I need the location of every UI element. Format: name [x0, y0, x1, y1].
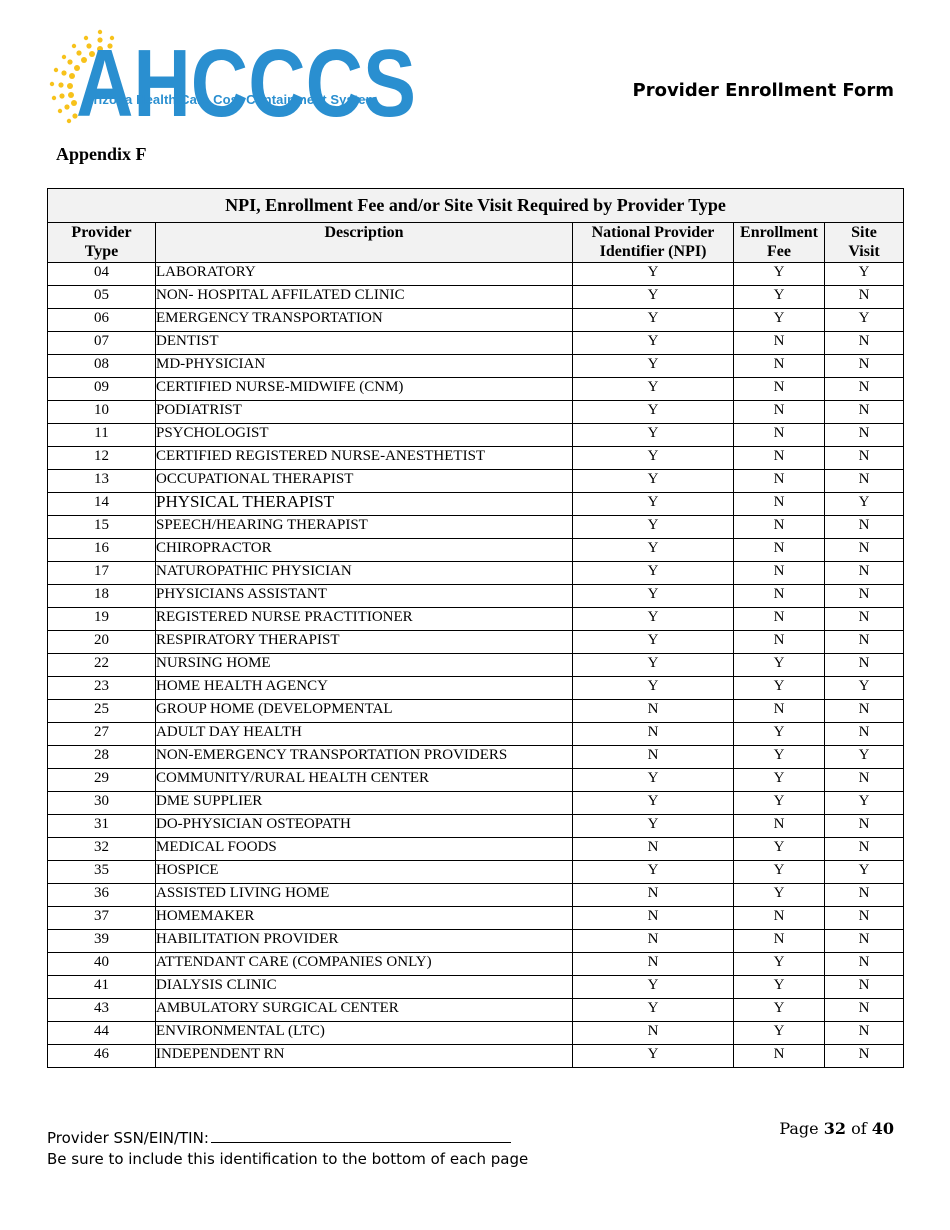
provider-type-cell: 07	[48, 332, 156, 355]
enrollment-fee-cell: N	[734, 562, 825, 585]
table-row	[48, 1022, 904, 1045]
site-visit-cell: N	[825, 447, 904, 470]
provider-type-cell: 10	[48, 401, 156, 424]
table-row	[48, 1045, 904, 1068]
description-cell: NURSING HOME	[156, 654, 573, 677]
provider-type-cell: 46	[48, 1045, 156, 1068]
provider-type-cell: 08	[48, 355, 156, 378]
provider-type-cell: 19	[48, 608, 156, 631]
description-cell: DO-PHYSICIAN OSTEOPATH	[156, 815, 573, 838]
table-row	[48, 286, 904, 309]
enrollment-fee-cell: N	[734, 516, 825, 539]
description-cell: GROUP HOME (DEVELOPMENTAL	[156, 700, 573, 723]
provider-type-cell: 04	[48, 263, 156, 286]
npi-cell: Y	[573, 309, 734, 332]
description-cell: HOMEMAKER	[156, 907, 573, 930]
npi-cell: Y	[573, 1045, 734, 1068]
column-header-enrollment-fee: Enrollment Fee	[734, 223, 825, 263]
table-row	[48, 378, 904, 401]
provider-type-cell: 36	[48, 884, 156, 907]
site-visit-cell: N	[825, 907, 904, 930]
npi-cell: N	[573, 884, 734, 907]
provider-type-cell: 35	[48, 861, 156, 884]
npi-cell: Y	[573, 286, 734, 309]
table-row	[48, 976, 904, 999]
table-row	[48, 309, 904, 332]
enrollment-fee-cell: N	[734, 815, 825, 838]
provider-type-cell: 25	[48, 700, 156, 723]
site-visit-cell: Y	[825, 309, 904, 332]
site-visit-cell: N	[825, 401, 904, 424]
provider-type-cell: 16	[48, 539, 156, 562]
enrollment-fee-cell: Y	[734, 677, 825, 700]
provider-type-cell: 41	[48, 976, 156, 999]
description-cell: OCCUPATIONAL THERAPIST	[156, 470, 573, 493]
description-cell: AMBULATORY SURGICAL CENTER	[156, 999, 573, 1022]
provider-type-cell: 31	[48, 815, 156, 838]
npi-cell: Y	[573, 585, 734, 608]
site-visit-cell: N	[825, 723, 904, 746]
enrollment-fee-cell: Y	[734, 263, 825, 286]
description-cell: NON- HOSPITAL AFFILATED CLINIC	[156, 286, 573, 309]
description-cell: MD-PHYSICIAN	[156, 355, 573, 378]
ahcccs-logo	[42, 28, 422, 140]
table-row	[48, 838, 904, 861]
site-visit-cell: N	[825, 470, 904, 493]
description-cell: COMMUNITY/RURAL HEALTH CENTER	[156, 769, 573, 792]
enrollment-fee-cell: N	[734, 424, 825, 447]
enrollment-fee-cell: Y	[734, 654, 825, 677]
table-row	[48, 608, 904, 631]
site-visit-cell: Y	[825, 861, 904, 884]
npi-cell: Y	[573, 631, 734, 654]
npi-cell: Y	[573, 769, 734, 792]
table-row	[48, 562, 904, 585]
table-row	[48, 470, 904, 493]
enrollment-fee-cell: N	[734, 355, 825, 378]
description-cell: DIALYSIS CLINIC	[156, 976, 573, 999]
enrollment-fee-cell: N	[734, 608, 825, 631]
table-caption: NPI, Enrollment Fee and/or Site Visit Required by Provider Type	[48, 189, 904, 223]
sunburst-icon	[42, 28, 422, 140]
column-header-site-visit: Site Visit	[825, 223, 904, 263]
provider-type-cell: 06	[48, 309, 156, 332]
table-row	[48, 953, 904, 976]
enrollment-fee-cell: N	[734, 470, 825, 493]
table-row	[48, 654, 904, 677]
enrollment-fee-cell: Y	[734, 723, 825, 746]
npi-cell: Y	[573, 677, 734, 700]
npi-cell: Y	[573, 401, 734, 424]
npi-cell: Y	[573, 539, 734, 562]
npi-cell: Y	[573, 861, 734, 884]
table-row	[48, 263, 904, 286]
site-visit-cell: N	[825, 700, 904, 723]
npi-cell: N	[573, 700, 734, 723]
description-cell: HOME HEALTH AGENCY	[156, 677, 573, 700]
description-cell: HABILITATION PROVIDER	[156, 930, 573, 953]
logo-text: AHCCCS	[76, 30, 416, 137]
provider-type-cell: 37	[48, 907, 156, 930]
table-row	[48, 539, 904, 562]
enrollment-fee-cell: N	[734, 585, 825, 608]
provider-type-cell: 12	[48, 447, 156, 470]
table-row	[48, 700, 904, 723]
form-title: Provider Enrollment Form	[632, 80, 894, 101]
table-row	[48, 401, 904, 424]
enrollment-fee-cell: Y	[734, 746, 825, 769]
npi-cell: Y	[573, 608, 734, 631]
appendix-heading: Appendix F	[56, 144, 147, 164]
table-row	[48, 815, 904, 838]
column-header-npi: National Provider Identifier (NPI)	[573, 223, 734, 263]
table-row	[48, 930, 904, 953]
enrollment-fee-cell: N	[734, 1045, 825, 1068]
provider-type-cell: 15	[48, 516, 156, 539]
site-visit-cell: N	[825, 838, 904, 861]
provider-type-cell: 30	[48, 792, 156, 815]
npi-cell: N	[573, 930, 734, 953]
table-row	[48, 355, 904, 378]
site-visit-cell: Y	[825, 493, 904, 516]
enrollment-fee-cell: N	[734, 332, 825, 355]
npi-cell: N	[573, 1022, 734, 1045]
provider-type-cell: 14	[48, 493, 156, 516]
description-cell: CERTIFIED REGISTERED NURSE-ANESTHETIST	[156, 447, 573, 470]
npi-cell: Y	[573, 792, 734, 815]
provider-type-cell: 27	[48, 723, 156, 746]
site-visit-cell: N	[825, 608, 904, 631]
npi-cell: Y	[573, 493, 734, 516]
description-cell: ASSISTED LIVING HOME	[156, 884, 573, 907]
description-cell: MEDICAL FOODS	[156, 838, 573, 861]
provider-type-cell: 18	[48, 585, 156, 608]
enrollment-fee-cell: N	[734, 700, 825, 723]
enrollment-fee-cell: Y	[734, 769, 825, 792]
site-visit-cell: Y	[825, 677, 904, 700]
provider-type-cell: 22	[48, 654, 156, 677]
table-row	[48, 792, 904, 815]
enrollment-fee-cell: N	[734, 907, 825, 930]
description-cell: CERTIFIED NURSE-MIDWIFE (CNM)	[156, 378, 573, 401]
description-cell: INDEPENDENT RN	[156, 1045, 573, 1068]
table-row	[48, 585, 904, 608]
site-visit-cell: N	[825, 953, 904, 976]
npi-cell: Y	[573, 424, 734, 447]
description-cell: ENVIRONMENTAL (LTC)	[156, 1022, 573, 1045]
column-header-description: Description	[156, 223, 573, 263]
npi-cell: Y	[573, 999, 734, 1022]
site-visit-cell: N	[825, 999, 904, 1022]
table-row	[48, 332, 904, 355]
enrollment-fee-cell: N	[734, 401, 825, 424]
npi-cell: Y	[573, 447, 734, 470]
npi-cell: Y	[573, 654, 734, 677]
provider-type-cell: 43	[48, 999, 156, 1022]
npi-cell: Y	[573, 332, 734, 355]
table-row	[48, 631, 904, 654]
enrollment-fee-cell: Y	[734, 838, 825, 861]
npi-cell: Y	[573, 378, 734, 401]
site-visit-cell: N	[825, 585, 904, 608]
site-visit-cell: N	[825, 286, 904, 309]
description-cell: PHYSICIANS ASSISTANT	[156, 585, 573, 608]
enrollment-fee-cell: Y	[734, 953, 825, 976]
provider-type-cell: 05	[48, 286, 156, 309]
provider-type-cell: 28	[48, 746, 156, 769]
npi-cell: Y	[573, 516, 734, 539]
site-visit-cell: N	[825, 930, 904, 953]
site-visit-cell: N	[825, 332, 904, 355]
enrollment-fee-cell: Y	[734, 792, 825, 815]
enrollment-fee-cell: N	[734, 447, 825, 470]
enrollment-fee-cell: Y	[734, 999, 825, 1022]
table-row	[48, 907, 904, 930]
footer-instruction: Be sure to include this identification to the bottom of each page	[47, 1150, 529, 1168]
description-cell: SPEECH/HEARING THERAPIST	[156, 516, 573, 539]
provider-type-cell: 44	[48, 1022, 156, 1045]
table-row	[48, 861, 904, 884]
provider-type-cell: 20	[48, 631, 156, 654]
provider-type-cell: 09	[48, 378, 156, 401]
page-number: Page 32 of 40	[779, 1119, 894, 1138]
enrollment-fee-cell: N	[734, 378, 825, 401]
site-visit-cell: N	[825, 355, 904, 378]
npi-cell: Y	[573, 263, 734, 286]
table-row	[48, 677, 904, 700]
description-cell: DENTIST	[156, 332, 573, 355]
description-cell: LABORATORY	[156, 263, 573, 286]
description-cell: PODIATRIST	[156, 401, 573, 424]
logo-subtitle: Arizona Health Care Cost Containment System	[84, 92, 378, 107]
table-row	[48, 999, 904, 1022]
column-header-provider-type: Provider Type	[48, 223, 156, 263]
table-row	[48, 723, 904, 746]
table-row	[48, 769, 904, 792]
site-visit-cell: Y	[825, 746, 904, 769]
enrollment-fee-cell: N	[734, 930, 825, 953]
npi-cell: N	[573, 838, 734, 861]
ssn-blank-line[interactable]	[211, 1128, 511, 1143]
description-cell: NON-EMERGENCY TRANSPORTATION PROVIDERS	[156, 746, 573, 769]
site-visit-cell: N	[825, 815, 904, 838]
table-row	[48, 884, 904, 907]
provider-type-cell: 17	[48, 562, 156, 585]
enrollment-fee-cell: Y	[734, 884, 825, 907]
description-cell: REGISTERED NURSE PRACTITIONER	[156, 608, 573, 631]
site-visit-cell: N	[825, 976, 904, 999]
npi-cell: N	[573, 953, 734, 976]
site-visit-cell: N	[825, 562, 904, 585]
site-visit-cell: N	[825, 378, 904, 401]
footer-identification	[47, 1128, 528, 1170]
description-cell: CHIROPRACTOR	[156, 539, 573, 562]
provider-type-cell: 13	[48, 470, 156, 493]
site-visit-cell: Y	[825, 263, 904, 286]
npi-cell: N	[573, 907, 734, 930]
table-row	[48, 746, 904, 769]
npi-cell: N	[573, 746, 734, 769]
site-visit-cell: N	[825, 1045, 904, 1068]
description-cell: ADULT DAY HEALTH	[156, 723, 573, 746]
npi-cell: Y	[573, 562, 734, 585]
provider-type-cell: 32	[48, 838, 156, 861]
description-cell: NATUROPATHIC PHYSICIAN	[156, 562, 573, 585]
provider-type-cell: 39	[48, 930, 156, 953]
npi-cell: Y	[573, 355, 734, 378]
ssn-label: Provider SSN/EIN/TIN:	[47, 1129, 209, 1147]
site-visit-cell: N	[825, 631, 904, 654]
enrollment-fee-cell: Y	[734, 1022, 825, 1045]
site-visit-cell: N	[825, 424, 904, 447]
description-cell: RESPIRATORY THERAPIST	[156, 631, 573, 654]
site-visit-cell: N	[825, 516, 904, 539]
site-visit-cell: N	[825, 654, 904, 677]
npi-cell: N	[573, 723, 734, 746]
enrollment-fee-cell: Y	[734, 976, 825, 999]
description-cell: ATTENDANT CARE (COMPANIES ONLY)	[156, 953, 573, 976]
enrollment-fee-cell: N	[734, 493, 825, 516]
npi-cell: Y	[573, 976, 734, 999]
table-row	[48, 493, 904, 516]
enrollment-fee-cell: N	[734, 631, 825, 654]
description-cell: PSYCHOLOGIST	[156, 424, 573, 447]
description-cell: HOSPICE	[156, 861, 573, 884]
table-row	[48, 447, 904, 470]
provider-type-table	[47, 188, 904, 1068]
site-visit-cell: N	[825, 1022, 904, 1045]
provider-type-cell: 29	[48, 769, 156, 792]
table-row	[48, 516, 904, 539]
description-cell: PHYSICAL THERAPIST	[156, 493, 573, 516]
provider-type-cell: 11	[48, 424, 156, 447]
table-row	[48, 424, 904, 447]
description-cell: EMERGENCY TRANSPORTATION	[156, 309, 573, 332]
provider-type-cell: 40	[48, 953, 156, 976]
npi-cell: Y	[573, 470, 734, 493]
provider-type-cell: 23	[48, 677, 156, 700]
enrollment-fee-cell: Y	[734, 861, 825, 884]
enrollment-fee-cell: Y	[734, 286, 825, 309]
site-visit-cell: N	[825, 769, 904, 792]
site-visit-cell: N	[825, 884, 904, 907]
description-cell: DME SUPPLIER	[156, 792, 573, 815]
site-visit-cell: Y	[825, 792, 904, 815]
site-visit-cell: N	[825, 539, 904, 562]
enrollment-fee-cell: Y	[734, 309, 825, 332]
npi-cell: Y	[573, 815, 734, 838]
enrollment-fee-cell: N	[734, 539, 825, 562]
